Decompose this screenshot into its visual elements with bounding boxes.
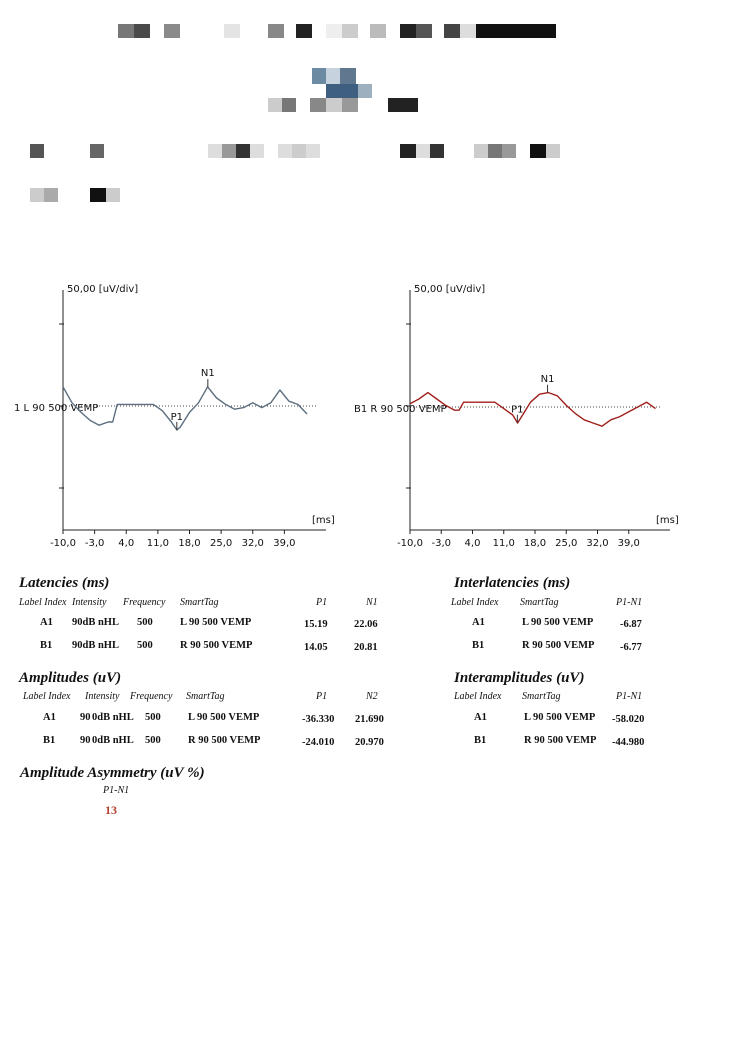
latency-a1-smarttag: L 90 500 VEMP [180,617,252,628]
latencies-header-p1: P1 [316,597,328,608]
interamplitude-a1-value: -58.020 [612,714,645,725]
trace-label: B1 R 90 500 VEMP [354,404,447,415]
interamplitude-b1-smarttag: R 90 500 VEMP [524,735,597,746]
unit-label: [ms] [656,515,679,526]
latency-a1-label: A1 [40,617,53,628]
latency-a1-frequency: 500 [137,617,153,628]
interamplitude-b1-label: B1 [474,735,487,746]
amplitude-a1-frequency: 500 [145,712,161,723]
latencies-header-label-index: Label Index [19,597,67,608]
amplitude-a1-p1: -36.330 [302,714,335,725]
amplitudes-header-frequency: Frequency [130,691,173,702]
x-tick-label: -10,0 [50,538,76,549]
amplitudes-title: Amplitudes (uV) [19,670,122,686]
interamplitude-a1-label: A1 [474,712,487,723]
x-tick-label: 39,0 [273,538,296,549]
amplitude-b1-frequency: 500 [145,735,161,746]
interlatency-a1-label: A1 [472,617,485,628]
latency-a1-intensity: 90dB nHL [72,617,119,628]
x-tick-label: 32,0 [586,538,609,549]
latency-b1-smarttag: R 90 500 VEMP [180,640,253,651]
right-waveform-chart [354,284,679,549]
waveform-trace [410,393,656,427]
latency-a1-p1: 15.19 [304,619,328,630]
interamplitudes-header-label-index: Label Index [454,691,502,702]
amplitude-a1-intensity-unit: 0dB nHL [92,712,134,723]
x-tick-label: 18,0 [523,538,547,549]
interamplitudes-title: Interamplitudes (uV) [454,670,585,686]
interlatencies-header-p1n1: P1-N1 [616,597,643,608]
x-tick-label: -3,0 [431,538,452,549]
scale-label: 50,00 [uV/div] [414,284,486,295]
latencies-header-n1: N1 [366,597,378,608]
latency-b1-p1: 14.05 [304,642,328,653]
latency-b1-n1: 20.81 [354,642,378,653]
amplitude-a1-smarttag: L 90 500 VEMP [188,712,260,723]
amplitudes-header-p1: P1 [316,691,328,702]
interlatencies-title: Interlatencies (ms) [454,575,571,591]
peak-marker-label: P1 [511,404,524,416]
x-tick-label: 25,0 [555,538,578,549]
latency-a1-n1: 22.06 [354,619,378,630]
asymmetry-header: P1-N1 [103,785,130,796]
amplitude-b1-intensity: 90 [80,735,91,746]
trace-label: 1 L 90 500 VEMP [14,403,99,414]
asymmetry-value: 13 [105,803,117,817]
asymmetry-title: Amplitude Asymmetry (uV %) [20,765,205,781]
x-tick-label: 25,0 [209,538,233,549]
left-waveform-chart [14,284,335,549]
amplitude-b1-n2: 20.970 [355,737,384,748]
latencies-title: Latencies (ms) [19,575,110,591]
amplitudes-header-smarttag: SmartTag [186,691,225,702]
x-tick-label: 32,0 [241,538,264,549]
amplitude-b1-intensity-unit: 0dB nHL [92,735,134,746]
scale-label: 50,00 [uV/div] [67,284,139,295]
amplitude-b1-p1: -24.010 [302,737,335,748]
latency-b1-frequency: 500 [137,640,153,651]
amplitude-b1-label: B1 [43,735,56,746]
latencies-header-intensity: Intensity [72,597,107,608]
interlatency-a1-value: -6.87 [620,619,642,630]
amplitudes-header-intensity: Intensity [85,691,120,702]
interlatency-b1-smarttag: R 90 500 VEMP [522,640,595,651]
interamplitude-b1-value: -44.980 [612,737,645,748]
peak-marker-label: N1 [540,373,555,385]
latency-b1-intensity: 90dB nHL [72,640,119,651]
peak-marker-label: N1 [200,368,215,380]
x-tick-label: 4,0 [464,538,481,549]
amplitude-a1-intensity: 90 [80,712,91,723]
amplitudes-header-n2: N2 [366,691,378,702]
interlatency-a1-smarttag: L 90 500 VEMP [522,617,594,628]
latencies-header-frequency: Frequency [123,597,166,608]
peak-marker-label: P1 [170,411,184,423]
interlatencies-header-label-index: Label Index [451,597,499,608]
interlatencies-header-smarttag: SmartTag [520,597,559,608]
x-tick-label: 18,0 [178,538,201,549]
x-tick-label: 39,0 [617,538,640,549]
x-tick-label: 11,0 [492,538,515,549]
amplitude-a1-label: A1 [43,712,56,723]
amplitude-a1-n2: 21.690 [355,714,384,725]
interamplitudes-header-smarttag: SmartTag [522,691,561,702]
interlatency-b1-value: -6.77 [620,642,642,653]
x-tick-label: 4,0 [118,538,135,549]
interlatency-b1-label: B1 [472,640,485,651]
latencies-header-smarttag: SmartTag [180,597,219,608]
interamplitude-a1-smarttag: L 90 500 VEMP [524,712,596,723]
amplitudes-header-label-index: Label Index [23,691,71,702]
latency-b1-label: B1 [40,640,53,651]
x-tick-label: 11,0 [146,538,170,549]
waveform-trace [63,387,307,430]
interamplitudes-header-p1n1: P1-N1 [616,691,643,702]
x-tick-label: -10,0 [397,538,423,549]
amplitude-b1-smarttag: R 90 500 VEMP [188,735,261,746]
x-tick-label: -3,0 [84,538,105,549]
unit-label: [ms] [312,515,335,526]
